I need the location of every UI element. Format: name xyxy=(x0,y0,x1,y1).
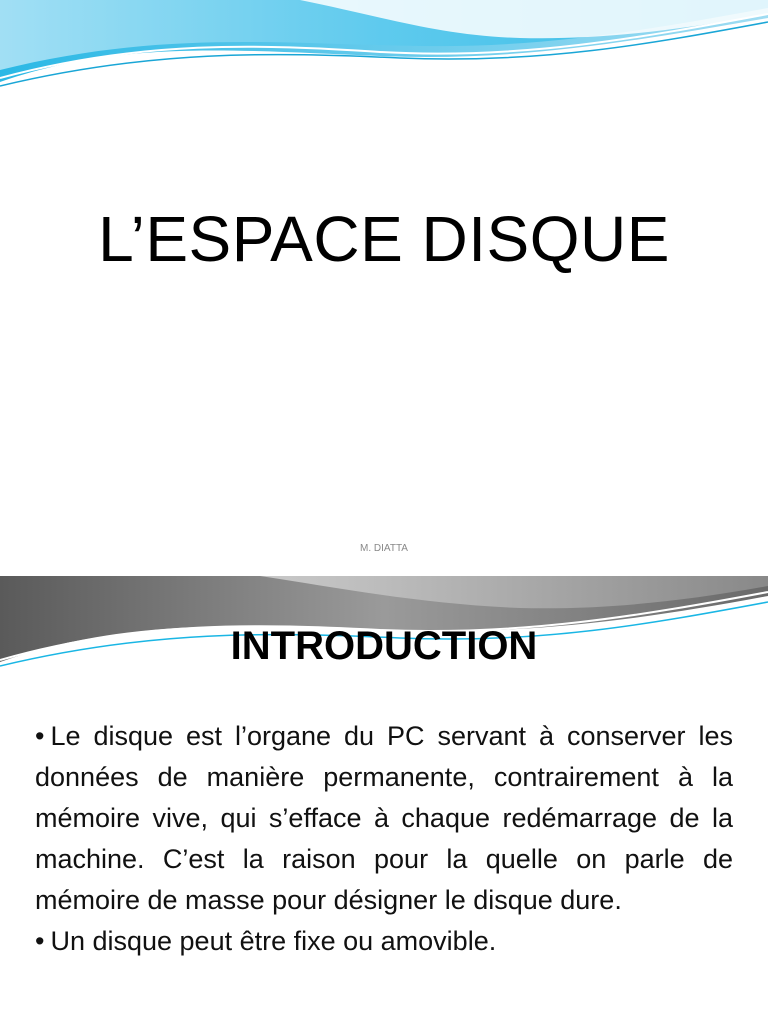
list-item xyxy=(35,716,733,921)
blue-wave-header xyxy=(0,0,768,100)
introduction-slide xyxy=(0,576,768,1024)
slide-title: L’ESPACE DISQUE xyxy=(98,203,670,275)
author-footer: M. DIATTA xyxy=(360,543,408,554)
bullet-list xyxy=(35,716,733,962)
list-item xyxy=(35,921,733,962)
section-title: INTRODUCTION xyxy=(230,624,538,668)
bullet-icon: • xyxy=(35,926,45,956)
bullet-text: Un disque peut être fixe ou amovible. xyxy=(50,926,497,956)
bullet-icon: • xyxy=(35,721,45,751)
bullet-text: Le disque est l’organe du PC servant à conserver les données de manière permanente, contrairement à la mémoire vive, qui s’efface à chaque redémarrage de la machine. C’est la raison pour la quelle on parle de mémoire de masse pour désigner le disque dure. xyxy=(35,721,733,915)
